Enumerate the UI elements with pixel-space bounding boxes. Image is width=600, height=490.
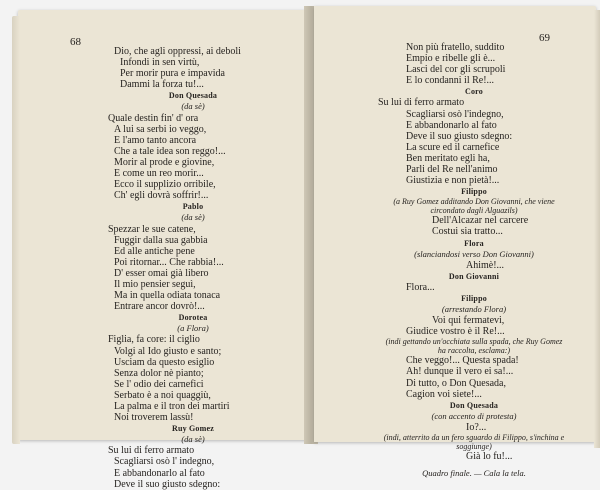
stage-direction: (a Ruy Gomez additando Don Giovanni, che viene [393, 197, 555, 207]
stage-direction: (con accento di protesta) [431, 410, 517, 421]
verse-line: E lo condanni il Re!... [406, 75, 495, 87]
verse-line: Parli del Re nell'animo [406, 164, 498, 176]
verse-line: Giustizia e non pietà!... [406, 175, 500, 187]
speaker-name: Coro [465, 87, 483, 97]
verse-line: Spezzar le sue catene, [108, 223, 196, 235]
verse-line: Già lo fu!... [466, 451, 513, 462]
page-number-right: 69 [539, 32, 550, 44]
verse-line: Serbato è a noi quaggiù, [114, 389, 211, 401]
verse-line: Voi qui fermatevi, [432, 315, 505, 327]
stage-direction: (da sè) [181, 212, 205, 223]
verse-line: Scagliarsi osò l' indegno, [114, 456, 215, 468]
verse-line: Che veggo!... Questa spada! [406, 355, 519, 367]
speaker-name: Dorotea [178, 313, 208, 323]
speaker-name: Filippo [461, 293, 487, 303]
speaker-name: Filippo [461, 187, 487, 197]
verse-line: Quale destin fin' d' ora [108, 112, 199, 124]
stage-direction: (slanciandosi verso Don Giovanni) [414, 248, 534, 259]
verse-line: Figlia, fa core: il ciglio [108, 334, 200, 346]
verse-line: E come un reo morir... [114, 168, 204, 180]
verse-line: Poi ritornar... Che rabbia!... [114, 256, 224, 268]
right-page-text [366, 42, 582, 479]
verse-line: Dell'Alcazar nel carcere [432, 215, 529, 227]
verse-line: Deve il suo giusto sdegno: [406, 130, 513, 142]
verse-line: Ch' egli dovrà soffrir!... [114, 190, 209, 202]
verse-line: Su lui di ferro armato [378, 97, 465, 109]
closing-stage-direction: Quadro finale. — Cala la tela. [422, 468, 526, 479]
verse-line: E abbandonarlo al fato [114, 467, 205, 479]
verse-line: E abbandonarlo al fato [406, 119, 497, 131]
verse-line: Non più fratello, suddito [406, 42, 505, 53]
verse-line: Usciam da questo esiglio [114, 356, 215, 368]
page-number-left: 68 [70, 36, 81, 48]
speaker-name: Don Giovanni [448, 271, 500, 281]
speaker-name: Ruy Gomez [171, 424, 214, 434]
speaker-name: Pablo [182, 202, 204, 212]
verse-line: Se l' odio dei carnefici [114, 378, 204, 390]
verse-line: Morir al prode e giovine, [114, 156, 215, 168]
verse-line: Ma in quella odiata tonaca [114, 290, 221, 302]
verse-line: Noi troverem lassù! [114, 412, 194, 424]
verse-line: Ah! dunque il vero ei sa!... [406, 366, 514, 378]
verse-line: E l'amo tanto ancora [114, 134, 197, 146]
verse-line: A lui sa serbi io veggo, [114, 123, 207, 135]
verse-line: Costui sia tratto... [432, 226, 503, 238]
verse-line: Empio e ribelle gli è... [406, 53, 496, 65]
verse-line: Cagion voi siete!... [406, 388, 482, 400]
verse-line: Ecco il supplizio orribile, [114, 179, 216, 191]
verse-line: Dammi la forza tu!... [120, 79, 204, 91]
verse-line: Entrare ancor dovrò!... [114, 301, 205, 313]
speaker-name: Flora [464, 238, 484, 248]
verse-line: Di tutto, o Don Quesada, [406, 377, 506, 389]
speaker-name: Don Quesada [168, 91, 218, 101]
verse-line: Infondi in sen virtù, [120, 57, 200, 69]
verse-line: Il mio pensier seguì, [114, 278, 196, 290]
verse-line: Volgi al Ido giusto e santo; [114, 345, 222, 357]
verse-line: Lasci del cor gli scrupoli [406, 64, 506, 76]
stage-direction: (arrestando Flora) [441, 304, 507, 315]
verse-line: Ahimè!... [466, 259, 505, 271]
verse-line: La scure ed il carnefice [406, 141, 500, 153]
verse-line: Io?... [466, 421, 487, 433]
verse-line: Giudice vostro è il Re!... [406, 326, 505, 338]
verse-line: Deve il suo giusto sdegno: [114, 478, 221, 490]
stage-direction: (a Flora) [177, 323, 209, 334]
left-page-text [108, 46, 308, 490]
verse-line: Per morir pura e impavida [120, 68, 225, 80]
verse-line: Flora... [406, 281, 435, 293]
verse-line: D' esser omai già libero [114, 267, 209, 279]
stage-direction: (da sè) [181, 101, 205, 112]
stage-direction: circondato dagli Alguazils) [430, 206, 518, 216]
stage-direction: (da sè) [181, 434, 205, 445]
stage-direction: (indi gettando un'occhiata sulla spada, che Ruy Gomez [385, 337, 563, 347]
verse-line: Senza dolor nè pianto; [114, 367, 204, 379]
verse-line: Ben meritato egli ha, [406, 152, 490, 164]
right-page [314, 6, 596, 479]
verse-line: La palma e il tron dei martiri [114, 401, 230, 412]
verse-line: Ed alle antiche pene [114, 245, 195, 257]
verse-line: Che a tale idea son reggo!... [114, 145, 226, 157]
verse-line: Fuggir dalla sua gabbia [114, 234, 208, 246]
open-book [8, 6, 594, 490]
stage-direction: ha raccolta, esclama:) [437, 346, 511, 356]
verse-line: Dio, che agli oppressi, ai deboli [114, 46, 241, 57]
left-page [18, 10, 308, 490]
verse-line: Scagliarsi osò l'indegno, [406, 108, 504, 120]
speaker-name: Don Quesada [449, 400, 499, 410]
verse-line: Su lui di ferro armato [108, 445, 195, 457]
stage-direction: (indi, atterrito da un fero sguardo di Filippo, s'inchina e soggiunge) [383, 433, 565, 451]
